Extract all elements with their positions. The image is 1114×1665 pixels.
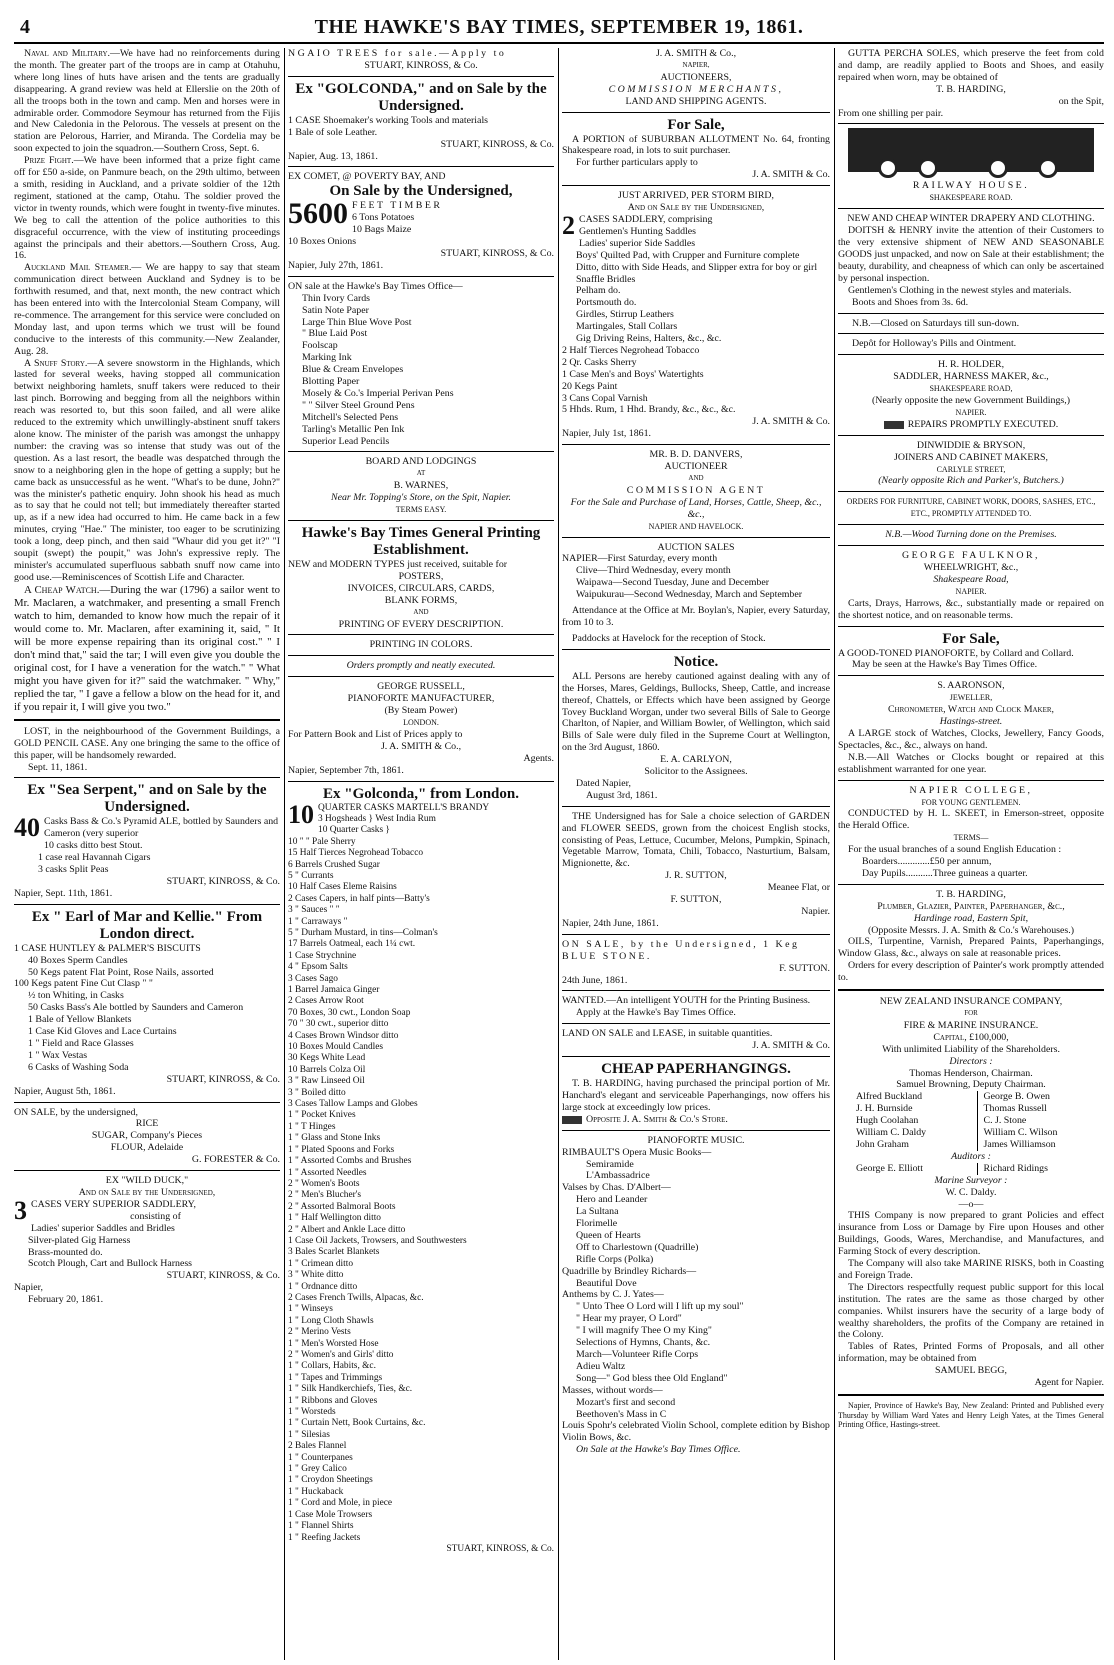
divider [288,76,554,77]
divider [838,491,1104,492]
divider [14,1170,280,1171]
danvers-ad: MR. B. D. DANVERS, AUCTIONEER AND COMMISSION AGENT For the Sale and Purchase of Land, Horses, Cattle, Sheep, &c., &c., NAPIER AND HAVELOCK. AUCTION SALES NAPIER—First Saturday, every month Clive—Third Wednesday, every month Waipawa—Second Tuesday, June and December Waipukurau—Second Wednesday, March and September Attendance at the Office at Mr. Boylan's, Napier, every Saturday, from 10 to 3. Paddocks at Havelock for the reception of Stock. [562,449,830,644]
for-sale-ad: A PORTION of SUBURBAN ALLOTMENT No. 64, fronting Shakespeare road, in lots to suit purchaser. For further particulars apply to J. A. SMITH & Co. [562,133,830,181]
divider [838,435,1104,436]
divider [14,1102,280,1103]
naval-article: Naval and Military.—We have had no reinforcements during the month. The greater part of the troops are in camp at Otahuhu, where long lines of huts have arisen and the tents are gradually disappearing. A grand review was held at Ellerslie on the 20th of all the troops both in the town and camp. Men and horses were in admirable order. Commodore Seymour has returned from the Fijis and New Caledonia in the Pelorous. The vessels at present on the station are Pelorous, Harrier, and Miranda. The Cordelia may be soon expected to join the squadron.—Southern Cross, Sept. 6. [14,48,280,155]
column-1 [14,48,280,1660]
sea-serpent-heading: Ex "Sea Serpent," and on Sale by the Undersigned. [27,782,267,816]
holder-ad: H. R. HOLDER, SADDLER, HARNESS MAKER, &c., SHAKESPEARE ROAD, (Nearly opposite the new Government Buildings,) NAPIER. REPAIRS PROMPTLY EXECUTED. [871,359,1070,430]
pointing-hand-icon [562,1116,582,1124]
wanted-ad: WANTED.—An intelligent YOUTH for the Printing Business. Apply at the Hawke's Bay Times Office. [562,995,811,1019]
column-3 [562,48,830,1660]
golconda-london-ad: 10 QUARTER CASKS MARTELL'S BRANDY 3 Hogsheads } West India Rum 10 Quarter Casks } 10 " " Pale Sherry 15 Half Tierces Negrohead Tobacco 6 Barrels Crushed Sugar 5 " Currants 10 Half Cases Eleme Raisins 2 Cases Capers, in half pints—Batty's 3 " Sauces " " 1 " Carraways " 5 " Durham Mustard, in tins—Colman's 17 Barrels Oatmeal, each 1¼ cwt. 1 Case Strychnine 4 " Epsom Salts 3 Cases Sago 1 Barrel Jamaica Ginger 2 Cases Arrow Root 70 Boxes, 30 cwt., London Soap 70 " 30 cwt., superior ditto 4 Cases Brown Windsor ditto 10 Boxes Mould Candles 30 Kegs White Lead 10 Barrels Colza Oil 3 " Raw Linseed Oil 3 " Boiled ditto 3 Cases Tallow Lamps and Globes 1 " Pocket Knives 1 " T Hinges 1 " Glass and Stone Inks 1 " Plated Spoons and Forks 1 " Assorted Combs and Brushes 1 " Assorted Needles 2 " Women's Boots 2 " Men's Blucher's 2 " Assorted Balmoral Boots 1 " Half Wellington ditto 2 " Albert and Ankle Lace ditto 1 Case Oil Jackets, Trowsers, and Southwesters 3 Bales Scarlet Blankets 1 " Crimean ditto 3 " White ditto 1 " Ordnance ditto 2 Cases French Twills, Alpacas, &c. 1 " Winseys 1 " Long Cloth Shawls 2 " Merino Vests 1 " Men's Worsted Hose 2 " Women's and Girls' ditto 1 " Collars, Habits, &c. 1 " Tapes and Trimmings 1 " Silk Handkerchiefs, Ties, &c. 1 " Ribbons and Gloves 1 " Worsteds 1 " Curtain Nett, Book Curtains, &c. 1 " Silesias 2 Bales Flannel 1 " Counterpanes 1 " Grey Calico 1 " Croydon Sheetings 1 " Huckaback 1 " Cord and Mole, in piece 1 Case Mole Trowsers 1 " Flannel Shirts 1 " Reefing Jackets STUART, KINROSS, & Co. [288,799,554,1554]
sea-serpent-ad: 40 Casks Bass & Co.'s Pyramid ALE, bottled by Saunders and Cameron (very superior 10 casks ditto best Stout. 1 case real Havannah Cigars 3 casks Split Peas STUART, KINROSS, & Co. Napier, Sept. 11th, 1861. [14,813,280,899]
masthead [14,0,1104,44]
divider [838,333,1104,334]
comet-ad: EX COMET, @ POVERTY BAY, AND On Sale by the Undersigned, 5600 FEET TIMBER 6 Tons Potatoes 10 Bags Maize 10 Boxes Onions STUART, KINROSS, & Co. Napier, July 27th, 1861. [288,171,554,271]
railway-house-address: SHAKESPEARE ROAD. [929,193,1013,203]
column-rule [834,48,835,1660]
divider [288,166,554,167]
wild-duck-ad: EX "WILD DUCK," And on Sale by the Undersigned, 3 CASES VERY SUPERIOR SADDLERY, consisting of Ladies' superior Saddles and Bridles Silver-plated Gig Harness Brass-mounted do. Scotch Plough, Cart and Bullock Harness STUART, KINROSS, & Co. Napier, February 20, 1861. [14,1175,280,1306]
divider [288,634,554,635]
pointing-hand-icon [884,421,904,429]
divider [288,655,554,656]
railway-house-title: RAILWAY HOUSE. [912,180,1030,192]
divider [838,675,1104,676]
gutta-percha-ad: GUTTA PERCHA SOLES, which preserve the feet from cold and damp, are readily applied to Boots and Shoes, and easily repaired when worn, may be obtained of T. B. HARDING, on the Spit, From one shilling per pair. [838,48,1104,119]
divider [562,444,830,445]
divider [562,649,830,650]
notice-heading: Notice. [673,653,719,670]
music-ad: PIANOFORTE MUSIC. RIMBAULT'S Opera Music Books— Semiramide L'Ambassadrice Valses by Chas. D'Albert— Hero and Leander La Sultana Florimelle Queen of Hearts Off to Charlestown (Quadrille) Rifle Corps (Polka) Quadrille by Brindley Richards— Beautiful Dove Anthems by C. J. Yates— " Unto Thee O Lord will I lift up my soul" " Hear my prayer, O Lord" " I will magnify Thee O my King" Selections of Hymns, Chants, &c. March—Volunteer Rifle Corps Adieu Waltz Song—" God bless thee Old England" Masses, without words— Mozart's first and second Beethoven's Mass in C Louis Spohr's celebrated Violin School, complete edition by Bishop Violin Bows, &c. On Sale at the Hawke's Bay Times Office. [562,1134,830,1456]
earl-of-mar-ad: 1 CASE HUNTLEY & PALMER'S BISCUITS 40 Boxes Sperm Candles 50 Kegs patent Flat Point, Rose Nails, assorted 100 Kegs patent Fine Cut Clasp " " ½ ton Whiting, in Casks 50 Casks Bass's Ale bottled by Saunders and Cameron 1 Bale of Yellow Blankets 1 Case Kid Gloves and Lace Curtains 1 " Field and Race Glasses 1 " Wax Vestas 6 Casks of Washing Soda STUART, KINROSS, & Co. Napier, August 5th, 1861. [14,942,280,1097]
divider [838,989,1104,991]
divider [838,1394,1104,1396]
insurance-ad: NEW ZEALAND INSURANCE COMPANY, FOR FIRE & MARINE INSURANCE. Capital, £100,000, With unlimited Liability of the Shareholders. Directors : Thomas Henderson, Chairman. Samuel Browning, Deputy Chairman. Alfred Buckland J. H. Burnside Hugh Coolahan William C. Daldy John Graham George B. Owen Thomas Russell C. J. Stone William C. Wilson James Williamson Auditors : George E. Elliott Richard Ridings Marine Surveyor : W. C. Daldy. —o— THIS Company is now prepared to grant Policies and effect insurance from Loss or Damage by Fire upon Houses and other Buildings, Goods, Wares, Merchandise, and Manufactures, and Farming Stock of every description. The Company will also take MARINE RISKS, both in Coasting and Foreign Trade. The Directors respectfully request public support for this local institution. The rates are the same as those charged by other companies. Whilst insurers have the security of a large body of wealthy shareholders, the profits of the Company are retained in the Colony. Tables of Rates, Printed Forms of Proposals, and all other information, may be obtained from SAMUEL BEGG, Agent for Napier. [838,996,1104,1389]
divider [562,185,830,186]
newspaper-title: THE HAWKE'S BAY TIMES, SEPTEMBER 19, 1861. [314,16,804,38]
divider [838,884,1104,885]
stationery-ad: ON sale at the Hawke's Bay Times Office— Thin Ivory Cards Satin Note Paper Large Thin Blue Wove Post " Blue Laid Post Foolscap Marking Ink Blue & Cream Envelopes Blotting Paper Mosely & Co.'s Imperial Perivan Pens " " Silver Steel Ground Pens Mitchell's Selected Pens Tarling's Metallic Pen Ink Superior Lead Pencils [288,280,463,447]
faulknor-ad: GEORGE FAULKNOR, WHEELWRIGHT, &c., Shakespeare Road, NAPIER. Carts, Drays, Harrows, &c., substantially made or repaired on the shortest notice, and on reasonable terms. [838,550,1104,621]
golconda-london-heading: Ex "Golconda," from London. [323,785,519,802]
lost-date: Sept. 11, 1861. [28,761,88,773]
drapery-ad: NEW AND CHEAP WINTER DRAPERY AND CLOTHING. DOITSH & HENRY invite the attention of their Customers to the very extensive shipment of NEW AND SEASONABLE GOODS just unpacked, and now on Sale at their establishment; the beauty, durability, and cheapness of which can only be ascertained by personal inspection. Gentlemen's Clothing in the newest styles and materials. Boots and Shoes from 3s. 6d. N.B.—Closed on Saturdays till sun-down. Depôt for Holloway's Pills and Ointment. [838,213,1104,350]
column-rule [284,48,285,1660]
divider [288,676,554,677]
storm-bird-ad: JUST ARRIVED, PER STORM BIRD, And on Sale by the Undersigned, 2 CASES SADDLERY, comprising Gentlemen's Hunting Saddles Ladies' superior Side Saddles Boys' Quilted Pad, with Crupper and Furniture complete Ditto, ditto with Side Heads, and Slipper extra for boy or girl Snaffle Bridles Pelham do. Portsmouth do. Girdles, Stirrup Leathers Martingales, Stall Collars Gig Driving Reins, Halters, &c., &c. 2 Half Tierces Negrohead Tobacco 2 Qr. Casks Sherry 1 Case Men's and Boys' Watertights 20 Kegs Paint 3 Cans Copal Varnish 5 Hhds. Rum, 1 Hhd. Brandy, &c., &c., &c. J. A. SMITH & Co. Napier, July 1st, 1861. [562,190,830,440]
divider [14,904,280,905]
column-4 [838,48,1104,1660]
divider [562,990,830,991]
divider [562,112,830,113]
page-number: 4 [20,16,30,38]
pianoforte-ad: A GOOD-TONED PIANOFORTE, by Collard and Collard. May be seen at the Hawke's Bay Times Office. [838,647,1074,671]
russell-ad: GEORGE RUSSELL, PIANOFORTE MANUFACTURER, (By Steam Power) LONDON. For Pattern Book and List of Prices apply to J. A. SMITH & Co., Agents. Napier, September 7th, 1861. [288,681,554,776]
lost-notice: LOST, in the neighbourhood of the Government Buildings, a GOLD PENCIL CASE. Any one bringing the same to the office of this paper, will be handsomely rewarded. [14,725,280,761]
snuff-article: A Snuff Story.—A severe snowstorm in the Highlands, which lasted for several weeks, having stopped all communication betwixt neighboring hamlets, snuff takers were reduced to their last pinch. Borrowing and begging from all the neighbors within reach was resorted to, but this soon failed, and all were alike reduced to the extremity which unwillingly-abstinent snuff takers alone know. The minister of the parish was amongst the unhappy number: the craving was so intense that study was out of the question. As a last resort, the beadle was despatched through the snow to a neighboring glen in the hope of getting a supply; but he came back as unsuccessful as he went. "What's to be dune, John?" was the minister's pathetic enquiry. John shook his head as much as to say that he could not tell; but immediately thereafter started up, as if a new idea had occurred to him. He came back in a few minutes, crying "Hae." The minister, too eager to be scrutinizing took a long, deep pinch, and then said "Whaur did you get it?" "I soupit (swept) the poupit," was John's expressive reply. The minister's accumulated superfluous sabbath snuff now came into good use.—Reminiscences of Scottish Life and Character. [14,357,280,583]
divider [14,719,280,721]
divider [562,1023,830,1024]
watch-article: A Cheap Watch.—During the war (1796) a sailor went to Mr. Maclaren, a watchmaker, and presenting a small French watch to him, demanded to know how much the repair of it would come to. Mr. Maclaren, after examining it, said, " It will be more expense repairing than its original cost." " I don't mind that," said the tar; I will even give you double the original cost, for I have a veneration for the watch." " What might you have given for it?" said the watchmaker. " Why," replied the tar, " I gave a fellow a blow on the head for it, and if you repair it, I will give you two." [14,583,280,713]
paperhangings-heading: CHEAP PAPERHANGINGS. [601,1061,791,1078]
divider [288,451,554,452]
divider [838,545,1104,546]
locomotive-engraving [848,128,1094,172]
board-ad: BOARD AND LODGINGS AT B. WARNES, Near Mr. Topping's Store, on the Spit, Napier. TERMS EASY. [331,456,511,515]
harding-ad: T. B. HARDING, Plumber, Glazier, Painter, Paperhanger, &c., Hardinge road, Eastern Spit, (Opposite Messrs. J. A. Smith & Co.'s Warehouses.) OILS, Turpentine, Varnish, Prepared Paints, Paperhangings, Window Glass, &c., always on sale at reasonable prices. Orders for every description of Painter's work promptly attended to. [838,888,1104,984]
divider [838,354,1104,355]
paperhangings-ad: T. B. HARDING, having purchased the principal portion of Mr. Hanchard's elegant and serviceable Paperhangings, now offers his large stock at exceedingly low prices. Opposite J. A. Smith & Co.'s Store. [562,1078,830,1125]
blue-stone-ad: ON SALE, by the Undersigned, 1 Keg BLUE STONE. F. SUTTON. 24th June, 1861. [562,938,830,986]
golconda-ad: 1 CASE Shoemaker's working Tools and materials 1 Bale of sole Leather. STUART, KINROSS, & Co. Napier, Aug. 13, 1861. [288,114,554,162]
divider [288,781,554,782]
divider [838,626,1104,627]
printer-imprint: Napier, Province of Hawke's Bay, New Zealand: Printed and Published every Thursday by William Ward Yates and Henry Leigh Yates, at the Times General Printing Office, Hastings-street. [838,1401,1104,1429]
ngaio-ad: NGAIO TREES for sale.—Apply to STUART, KINROSS, & Co. [288,48,507,71]
smith-ad: J. A. SMITH & Co., NAPIER, AUCTIONEERS, COMMISSION MERCHANTS, LAND AND SHIPPING AGENTS. [608,48,784,107]
divider [838,524,1104,525]
divider [288,276,554,277]
column-2 [288,48,554,1660]
golconda-heading: Ex "GOLCONDA," and on Sale by the Undersigned. [295,80,547,114]
for-sale-heading: For Sale, [667,116,725,133]
divider [562,1130,830,1131]
divider [562,934,830,935]
pianoforte-heading: For Sale, [942,630,1000,647]
aaronson-ad: S. AARONSON, JEWELLER, Chronometer, Watch and Clock Maker, Hastings-street. A LARGE stock of Watches, Clocks, Jewellery, Fancy Goods, Spectacles, &c., &c., always on hand. N.B.—All Watches or Clocks bought or repaired at this establishment warranted for one year. [838,680,1104,775]
divider [838,313,1104,314]
divider [562,537,830,538]
column-rule [558,48,559,1660]
printing-ad: NEW and MODERN TYPES just received, suitable for POSTERS, INVOICES, CIRCULARS, CARDS, BLANK FORMS, AND PRINTING OF EVERY DESCRIPTION. PRINTING IN COLORS. Orders promptly and neatly executed. [288,559,554,672]
notice-ad: ALL Persons are hereby cautioned against dealing with any of the Horses, Mares, Geldings, Bullocks, Sheep, Cattle, and increase thereof, Chattels, or Effects which have been assigned by George Tovey Buckland Worgan, under two several Bills of Sale to George Charlton, of Napier, and William Bowler, of Wellington, which said Bills of Sale were duly filed in the Supreme Court at Wellington, on the 3rd August, 1860. E. A. CARLYON, Solicitor to the Assignees. Dated Napier, August 3rd, 1861. [562,670,830,801]
divider [562,806,830,807]
land-ad: LAND ON SALE and LEASE, in suitable quantities. J. A. SMITH & Co. [562,1028,830,1052]
divider [838,208,1104,209]
forester-ad: ON SALE, by the undersigned, RICE SUGAR, Company's Pieces FLOUR, Adelaide G. FORESTER & Co. [14,1106,280,1166]
dinwiddie-ad: DINWIDDIE & BRYSON, JOINERS AND CABINET MAKERS, CARLYLE STREET, (Nearly opposite Rich and Parker's, Butchers.) ORDERS FOR FURNITURE, CABINET WORK, DOORS, SASHES, ETC., ETC., PROMPTLY ATTENDED TO. N.B.—Wood Turning done on the Premises. [838,440,1104,541]
directors-list: Alfred Buckland J. H. Burnside Hugh Coolahan William C. Daldy John Graham George B. Owen Thomas Russell C. J. Stone William C. Wilson James Williamson [838,1091,1104,1151]
divider [838,123,1104,124]
seeds-ad: THE Undersigned has for Sale a choice selection of GARDEN and FLOWER SEEDS, grown from the choicest English stocks, consisting of Peas, Lettuce, Cucumber, Melons, Pumpkin, Spinach, Vegetable Marrow, Tomata, Chili, Tobacco, Nasturtium, Balsam, Mignionette, &c. J. R. SUTTON, Meanee Flat, or F. SUTTON, Napier. Napier, 24th June, 1861. [562,810,830,929]
printing-heading: Hawke's Bay Times General Printing Establishment. [301,525,541,558]
divider [562,1056,830,1057]
divider [838,780,1104,781]
college-ad: NAPIER COLLEGE, FOR YOUNG GENTLEMEN. CONDUCTED by H. L. SKEET, in Emerson-street, opposite the Herald Office. TERMS— For the usual branches of a sound English Education : Boarders.............£50 per annum, Day Pupils...........Three guineas a quarter. [838,784,1104,879]
divider [14,777,280,778]
divider [288,520,554,521]
prize-article: Prize Fight.—We have been informed that a prize fight came off for £50 a-side, on Panmure beach, on the 29th ultimo, between a smith, residing in Auckland, and a private soldier of the 12th regiment, stationed at the camp, Otahu. The soldier proved the victor in twenty rounds, which were fought in twenty-five minutes. We beg to call the attention of the police authorities to this disgraceful occurrence, with the view of instituting proceedings against the principals and their abettors.—Southern Cross, Aug. 16. [14,155,280,262]
earl-of-mar-heading: Ex " Earl of Mar and Kellie." From London direct. [31,908,263,942]
mail-article: Auckland Mail Steamer.— We are happy to say that steam communication direct between Auckland and Sydney is to be forthwith resumed, and that, next month, the new contract which has been entered into with the Intercolonial Steam Company, will re-commence. The arrangement for this service were concluded on Monday last, and upon terms which we trust will be found conducive to the interests of this community.—New Zealander, Aug. 28. [14,262,280,357]
